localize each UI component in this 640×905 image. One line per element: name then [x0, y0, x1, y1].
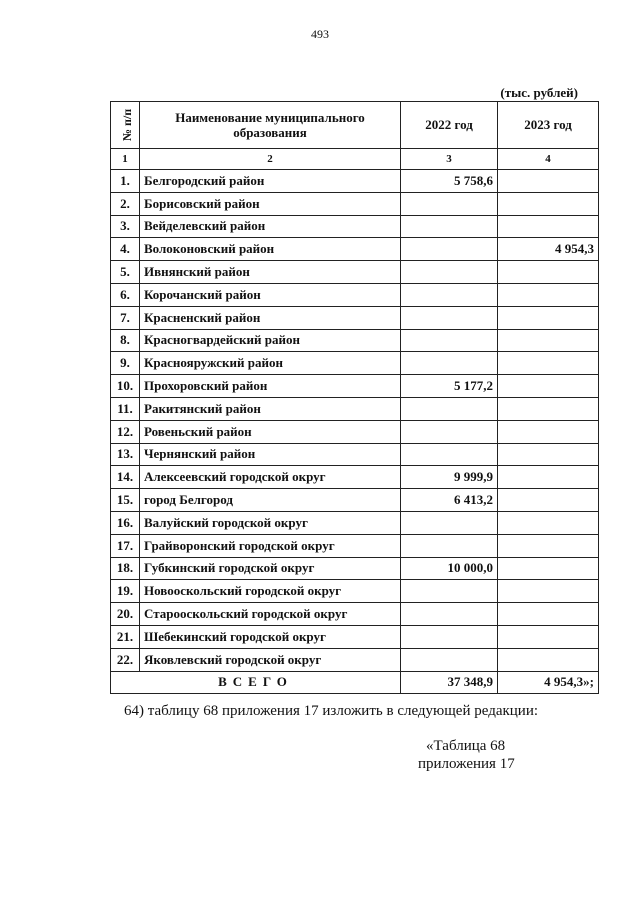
row-value-2022 [401, 283, 498, 306]
row-name: Яковлевский городской округ [140, 648, 401, 671]
row-value-2023 [498, 489, 599, 512]
table-header-row [111, 102, 599, 149]
row-name: Губкинский городской округ [140, 557, 401, 580]
row-number: 22. [111, 648, 140, 671]
row-value-2022 [401, 625, 498, 648]
row-name: Алексеевский городской округ [140, 466, 401, 489]
row-number: 2. [111, 192, 140, 215]
row-name: Грайворонский городской округ [140, 534, 401, 557]
row-value-2022 [401, 443, 498, 466]
row-number: 19. [111, 580, 140, 603]
row-value-2022 [401, 534, 498, 557]
row-value-2023 [498, 534, 599, 557]
row-name: Борисовский район [140, 192, 401, 215]
row-number: 1. [111, 170, 140, 193]
column-number-row [111, 149, 599, 170]
row-value-2022 [401, 329, 498, 352]
row-number: 20. [111, 603, 140, 626]
table-caption [418, 737, 515, 773]
row-number: 5. [111, 261, 140, 284]
row-name: Чернянский район [140, 443, 401, 466]
row-number: 9. [111, 352, 140, 375]
page-number: 493 [311, 27, 329, 41]
row-value-2023 [498, 648, 599, 671]
total-2023: 4 954,3»; [498, 671, 599, 693]
colnum-3: 3 [401, 149, 498, 170]
row-number: 18. [111, 557, 140, 580]
row-value-2023 [498, 443, 599, 466]
table-row [111, 625, 599, 648]
table-row [111, 215, 599, 238]
header-2023: 2023 год [498, 102, 599, 149]
colnum-1: 1 [111, 149, 140, 170]
row-value-2022: 5 177,2 [401, 375, 498, 398]
row-name: Волоконовский район [140, 238, 401, 261]
row-value-2022: 5 758,6 [401, 170, 498, 193]
row-value-2022: 6 413,2 [401, 489, 498, 512]
row-value-2022 [401, 306, 498, 329]
table-row [111, 170, 599, 193]
row-value-2022 [401, 215, 498, 238]
row-name: Старооскольский городской округ [140, 603, 401, 626]
units-label: (тыс. рублей) [500, 85, 578, 100]
row-name: Белгородский район [140, 170, 401, 193]
row-name: Прохоровский район [140, 375, 401, 398]
row-value-2023 [498, 580, 599, 603]
row-value-2022 [401, 603, 498, 626]
row-name: Красненский район [140, 306, 401, 329]
row-value-2023 [498, 261, 599, 284]
table-row [111, 192, 599, 215]
row-name: Шебекинский городской округ [140, 625, 401, 648]
row-name: Красногвардейский район [140, 329, 401, 352]
table-row [111, 466, 599, 489]
row-value-2023 [498, 420, 599, 443]
row-number: 12. [111, 420, 140, 443]
row-name: Ракитянский район [140, 397, 401, 420]
row-number: 14. [111, 466, 140, 489]
table-row [111, 443, 599, 466]
colnum-4: 4 [498, 149, 599, 170]
row-value-2023 [498, 215, 599, 238]
row-number: 6. [111, 283, 140, 306]
table-row [111, 261, 599, 284]
row-value-2023 [498, 329, 599, 352]
table-row [111, 397, 599, 420]
row-value-2022 [401, 261, 498, 284]
row-name: Вейделевский район [140, 215, 401, 238]
row-value-2023 [498, 306, 599, 329]
row-name: Краснояружский район [140, 352, 401, 375]
table-row [111, 306, 599, 329]
row-number: 3. [111, 215, 140, 238]
table-row [111, 489, 599, 512]
row-value-2023 [498, 375, 599, 398]
row-number: 8. [111, 329, 140, 352]
row-name: Ивнянский район [140, 261, 401, 284]
table-row [111, 534, 599, 557]
header-name: Наименование муниципального образования [140, 102, 401, 149]
row-value-2023 [498, 511, 599, 534]
row-number: 11. [111, 397, 140, 420]
row-value-2023 [498, 192, 599, 215]
row-name: Валуйский городской округ [140, 511, 401, 534]
row-value-2023: 4 954,3 [498, 238, 599, 261]
row-number: 7. [111, 306, 140, 329]
table-row [111, 580, 599, 603]
row-value-2022 [401, 648, 498, 671]
row-number: 10. [111, 375, 140, 398]
row-value-2023 [498, 352, 599, 375]
row-value-2023 [498, 170, 599, 193]
row-value-2022 [401, 511, 498, 534]
row-value-2022 [401, 238, 498, 261]
row-value-2022: 9 999,9 [401, 466, 498, 489]
row-number: 13. [111, 443, 140, 466]
table-row [111, 557, 599, 580]
total-2022: 37 348,9 [401, 671, 498, 693]
row-name: Корочанский район [140, 283, 401, 306]
table-row [111, 329, 599, 352]
row-name: город Белгород [140, 489, 401, 512]
table-row [111, 511, 599, 534]
row-value-2022: 10 000,0 [401, 557, 498, 580]
header-no: № п/п [111, 102, 140, 149]
table-row [111, 420, 599, 443]
row-number: 17. [111, 534, 140, 557]
caption-line-1: «Таблица 68 [426, 738, 506, 754]
distribution-table [110, 101, 599, 694]
row-value-2023 [498, 557, 599, 580]
row-value-2023 [498, 283, 599, 306]
row-value-2022 [401, 352, 498, 375]
row-value-2022 [401, 397, 498, 420]
total-label: ВСЕГО [111, 671, 401, 693]
row-number: 4. [111, 238, 140, 261]
row-name: Новооскольский городской округ [140, 580, 401, 603]
colnum-2: 2 [140, 149, 401, 170]
row-value-2022 [401, 580, 498, 603]
row-value-2023 [498, 625, 599, 648]
table-row [111, 603, 599, 626]
table-row [111, 283, 599, 306]
row-value-2023 [498, 397, 599, 420]
row-number: 21. [111, 625, 140, 648]
row-number: 16. [111, 511, 140, 534]
header-2022: 2022 год [401, 102, 498, 149]
row-number: 15. [111, 489, 140, 512]
row-value-2023 [498, 603, 599, 626]
table-row [111, 238, 599, 261]
table-row [111, 375, 599, 398]
total-row [111, 671, 599, 693]
row-value-2023 [498, 466, 599, 489]
caption-line-2: приложения 17 [418, 756, 515, 772]
row-value-2022 [401, 420, 498, 443]
amendment-paragraph: 64) таблицу 68 приложения 17 изложить в следующей редакции: [124, 703, 539, 719]
table-row [111, 648, 599, 671]
table-row [111, 352, 599, 375]
row-name: Ровеньский район [140, 420, 401, 443]
row-value-2022 [401, 192, 498, 215]
